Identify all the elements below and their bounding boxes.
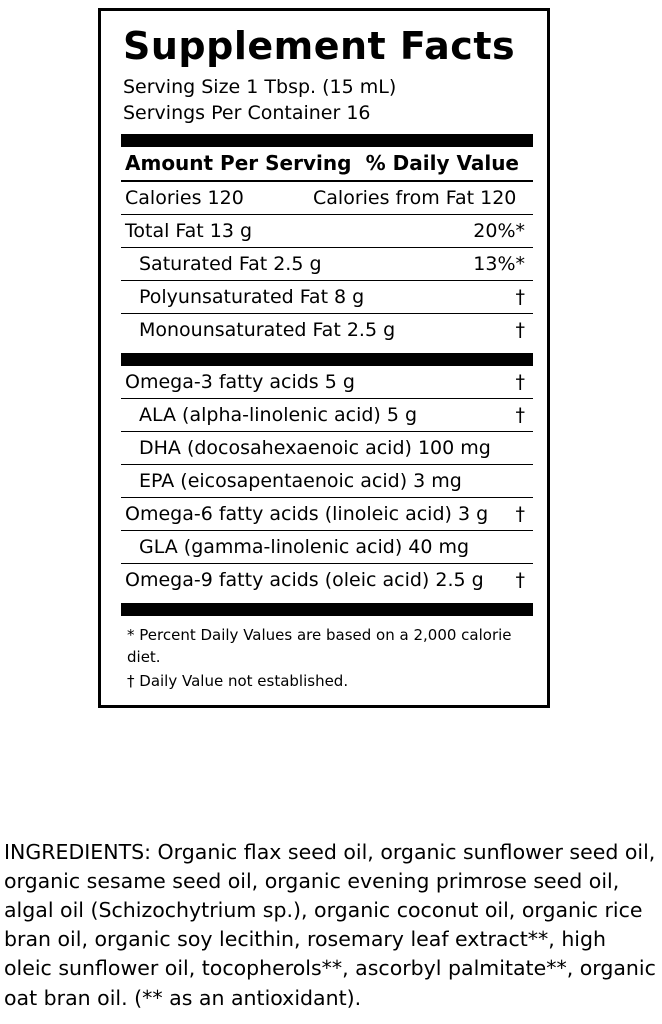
omega-3-label: Omega-3 fatty acids 5 g bbox=[125, 371, 355, 394]
table-row-ala bbox=[121, 399, 533, 432]
ingredients-text: Organic flax seed oil, organic sunflower seed oil, organic sesame seed oil, organic evening primrose seed oil, algal oil (Schizochytrium sp.), organic coconut oil, organic rice bran oil, organic soy lecithin, rosemary leaf extract**, high oleic sunflower oil, tocopherols**, ascorbyl palmitate**, organic oat bran oil. (** as an antioxidant). bbox=[4, 840, 656, 1010]
monounsaturated-fat-label: Monounsaturated Fat 2.5 g bbox=[139, 319, 396, 342]
polyunsaturated-fat-label: Polyunsaturated Fat 8 g bbox=[139, 286, 365, 309]
omega-6-label: Omega-6 fatty acids (linoleic acid) 3 g bbox=[125, 503, 489, 526]
column-headers bbox=[121, 147, 533, 182]
divider-bar-top bbox=[121, 134, 533, 147]
gla-label: GLA (gamma-linolenic acid) 40 mg bbox=[139, 536, 470, 559]
table-row-saturated-fat bbox=[121, 248, 533, 281]
omega-3-value: † bbox=[515, 371, 525, 394]
calories-from-fat-label: Calories from Fat 120 bbox=[313, 187, 517, 210]
omega-9-label: Omega-9 fatty acids (oleic acid) 2.5 g bbox=[125, 569, 484, 592]
divider-bar-middle bbox=[121, 353, 533, 366]
servings-per-container-line: Servings Per Container 16 bbox=[123, 101, 371, 124]
footnote-daily-value-percent: * Percent Daily Values are based on a 2,000 calorie diet. bbox=[127, 626, 512, 667]
monounsaturated-fat-value: † bbox=[515, 319, 525, 342]
ingredients-section bbox=[4, 838, 658, 1013]
epa-label: EPA (eicosapentaenoic acid) 3 mg bbox=[139, 470, 462, 493]
table-row-gla bbox=[121, 531, 533, 564]
dha-label: DHA (docosahexaenoic acid) 100 mg bbox=[139, 437, 491, 460]
table-row-dha bbox=[121, 432, 533, 465]
table-row-omega-6 bbox=[121, 498, 533, 531]
calories-label: Calories 120 bbox=[125, 187, 244, 210]
saturated-fat-label: Saturated Fat 2.5 g bbox=[139, 253, 322, 276]
ala-value: † bbox=[515, 404, 525, 427]
supplement-facts-panel bbox=[98, 8, 550, 708]
ala-label: ALA (alpha-linolenic acid) 5 g bbox=[139, 404, 418, 427]
daily-value-header: % Daily Value bbox=[365, 151, 519, 176]
omega-6-value: † bbox=[515, 503, 525, 526]
table-row-polyunsaturated-fat bbox=[121, 281, 533, 314]
total-fat-label: Total Fat 13 g bbox=[125, 220, 253, 243]
table-row-total-fat bbox=[121, 215, 533, 248]
amount-per-serving-header: Amount Per Serving bbox=[125, 151, 352, 176]
table-row-monounsaturated-fat bbox=[121, 314, 533, 346]
total-fat-value: 20%* bbox=[473, 220, 525, 243]
table-row-omega-3 bbox=[121, 366, 533, 399]
serving-size-line: Serving Size 1 Tbsp. (15 mL) bbox=[123, 76, 397, 98]
panel-title: Supplement Facts bbox=[123, 24, 516, 68]
polyunsaturated-fat-value: † bbox=[515, 286, 525, 309]
table-row-epa bbox=[121, 465, 533, 498]
ingredients-label: INGREDIENTS: bbox=[4, 840, 152, 864]
table-row-calories bbox=[121, 182, 533, 215]
table-row-omega-9 bbox=[121, 564, 533, 596]
omega-9-value: † bbox=[515, 569, 525, 592]
divider-bar-bottom bbox=[121, 603, 533, 616]
footnote-dagger: † Daily Value not established. bbox=[127, 671, 349, 690]
saturated-fat-value: 13%* bbox=[473, 253, 525, 276]
